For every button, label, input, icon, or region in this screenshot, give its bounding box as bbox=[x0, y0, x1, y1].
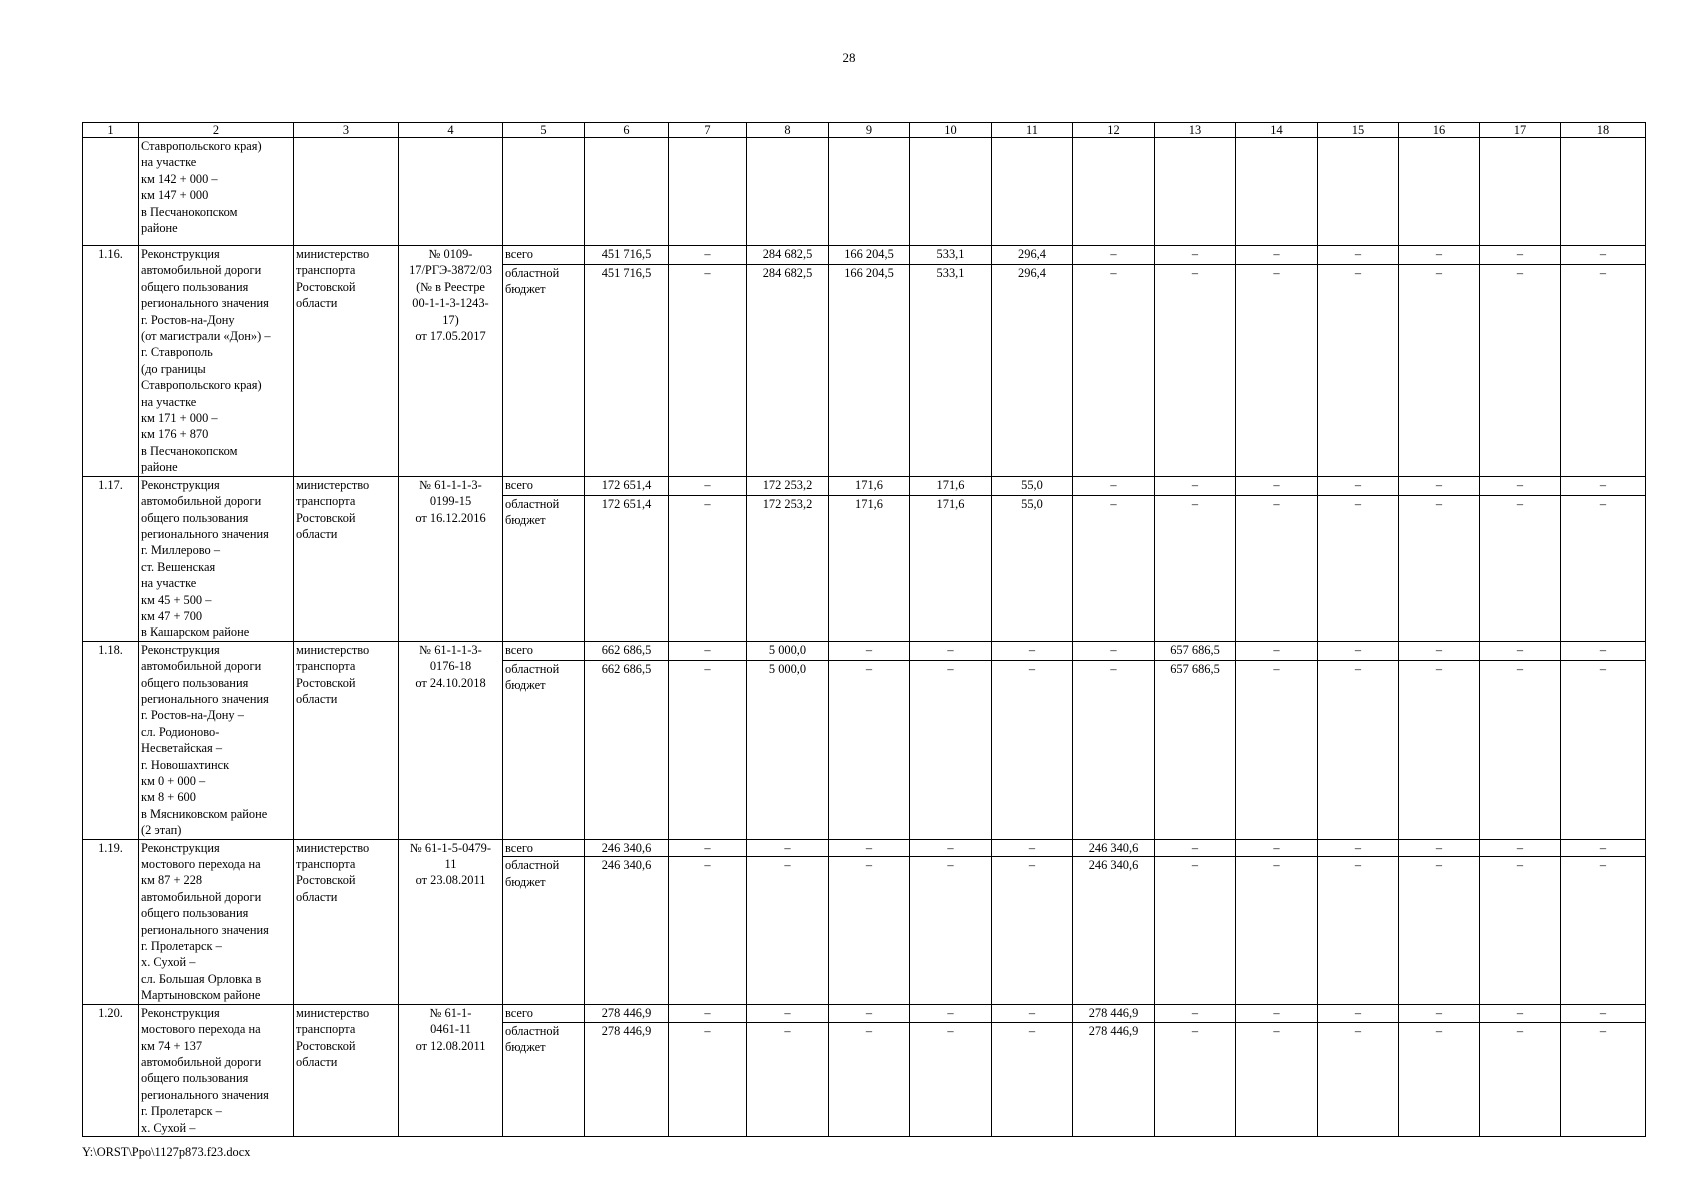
empty-cell bbox=[1399, 138, 1480, 246]
value-cell: 296,4 bbox=[992, 264, 1073, 476]
value-cell: – bbox=[1318, 839, 1399, 857]
table-row-total bbox=[83, 1004, 1646, 1022]
column-number-row bbox=[83, 123, 1646, 138]
value-cell: – bbox=[669, 857, 747, 1004]
column-number-cell: 17 bbox=[1480, 123, 1561, 138]
value-cell: – bbox=[1155, 1022, 1236, 1136]
empty-cell bbox=[1561, 138, 1646, 246]
empty-cell bbox=[910, 138, 992, 246]
value-cell: – bbox=[1399, 476, 1480, 495]
empty-cell bbox=[829, 138, 910, 246]
empty-cell bbox=[992, 138, 1073, 246]
table-row-total bbox=[83, 641, 1646, 660]
value-cell: – bbox=[1480, 476, 1561, 495]
value-cell: 172 651,4 bbox=[585, 476, 669, 495]
object-name-cell: Реконструкция автомобильной дороги общего пользования регионального значения г. Миллерово – ст. Вешенская на участке км 45 + 500 – км 47 + 700 в Кашарском районе bbox=[139, 476, 294, 641]
empty-cell bbox=[503, 138, 585, 246]
document-cell: № 61-1-5-0479- 11 от 23.08.2011 bbox=[399, 839, 503, 1004]
value-cell: – bbox=[1561, 495, 1646, 641]
value-cell: – bbox=[747, 1004, 829, 1022]
object-name-cell: Реконструкция автомобильной дороги общего пользования регионального значения г. Ростов-на-Дону (от магистрали «Дон») – г. Ставрополь (до границы Ставропольского края) на участке км 171 + 000 – км 176 + 870 в Песчанокопском районе bbox=[139, 246, 294, 477]
object-name-cell: Ставропольского края) на участке км 142 + 000 – км 147 + 000 в Песчанокопском районе bbox=[139, 138, 294, 246]
value-cell: – bbox=[1399, 246, 1480, 265]
value-cell: 246 340,6 bbox=[1073, 839, 1155, 857]
value-cell: – bbox=[747, 857, 829, 1004]
funding-source-cell: областной бюджет bbox=[503, 1022, 585, 1136]
value-cell: 171,6 bbox=[910, 476, 992, 495]
value-cell: 662 686,5 bbox=[585, 660, 669, 839]
customer-cell: министерство транспорта Ростовской области bbox=[294, 641, 399, 839]
value-cell: – bbox=[1236, 660, 1318, 839]
value-cell: – bbox=[1399, 641, 1480, 660]
value-cell: – bbox=[1399, 1004, 1480, 1022]
value-cell: – bbox=[910, 857, 992, 1004]
value-cell: – bbox=[1480, 839, 1561, 857]
funding-source-cell: областной бюджет bbox=[503, 857, 585, 1004]
empty-cell bbox=[83, 138, 139, 246]
value-cell: – bbox=[1480, 641, 1561, 660]
value-cell: 284 682,5 bbox=[747, 264, 829, 476]
value-cell: – bbox=[1236, 246, 1318, 265]
column-number-cell: 10 bbox=[910, 123, 992, 138]
value-cell: – bbox=[1073, 495, 1155, 641]
value-cell: 172 253,2 bbox=[747, 476, 829, 495]
column-number-cell: 13 bbox=[1155, 123, 1236, 138]
empty-cell bbox=[1155, 138, 1236, 246]
column-number-cell: 18 bbox=[1561, 123, 1646, 138]
value-cell: – bbox=[1155, 839, 1236, 857]
value-cell: – bbox=[1561, 839, 1646, 857]
value-cell: – bbox=[1561, 641, 1646, 660]
value-cell: – bbox=[1155, 264, 1236, 476]
value-cell: – bbox=[1236, 641, 1318, 660]
value-cell: 5 000,0 bbox=[747, 660, 829, 839]
document-cell: № 0109- 17/РГЭ-3872/03 (№ в Реестре 00-1-1-3-1243- 17) от 17.05.2017 bbox=[399, 246, 503, 477]
value-cell: – bbox=[1561, 476, 1646, 495]
value-cell: – bbox=[992, 857, 1073, 1004]
document-cell: № 61-1-1-3- 0176-18 от 24.10.2018 bbox=[399, 641, 503, 839]
value-cell: – bbox=[1318, 1004, 1399, 1022]
funding-source-cell: всего bbox=[503, 1004, 585, 1022]
row-number-cell: 1.16. bbox=[83, 246, 139, 477]
value-cell: – bbox=[829, 1022, 910, 1136]
funding-source-cell: всего bbox=[503, 476, 585, 495]
value-cell: – bbox=[1236, 1022, 1318, 1136]
value-cell: – bbox=[1318, 476, 1399, 495]
empty-cell bbox=[1318, 138, 1399, 246]
value-cell: – bbox=[1073, 476, 1155, 495]
program-table bbox=[82, 122, 1646, 1137]
value-cell: 657 686,5 bbox=[1155, 641, 1236, 660]
value-cell: 451 716,5 bbox=[585, 264, 669, 476]
column-number-cell: 9 bbox=[829, 123, 910, 138]
value-cell: – bbox=[1480, 1022, 1561, 1136]
value-cell: – bbox=[1399, 660, 1480, 839]
column-number-cell: 8 bbox=[747, 123, 829, 138]
value-cell: 172 651,4 bbox=[585, 495, 669, 641]
value-cell: – bbox=[669, 660, 747, 839]
value-cell: – bbox=[1318, 264, 1399, 476]
value-cell: – bbox=[910, 1004, 992, 1022]
value-cell: 278 446,9 bbox=[1073, 1022, 1155, 1136]
empty-cell bbox=[585, 138, 669, 246]
value-cell: – bbox=[1155, 476, 1236, 495]
funding-source-cell: всего bbox=[503, 839, 585, 857]
value-cell: – bbox=[1561, 660, 1646, 839]
value-cell: – bbox=[1399, 1022, 1480, 1136]
value-cell: 278 446,9 bbox=[1073, 1004, 1155, 1022]
document-cell: № 61-1-1-3- 0199-15 от 16.12.2016 bbox=[399, 476, 503, 641]
value-cell: – bbox=[1480, 857, 1561, 1004]
funding-source-cell: всего bbox=[503, 246, 585, 265]
value-cell: – bbox=[1399, 857, 1480, 1004]
customer-cell: министерство транспорта Ростовской области bbox=[294, 246, 399, 477]
value-cell: – bbox=[1399, 495, 1480, 641]
table-row-total bbox=[83, 246, 1646, 265]
value-cell: – bbox=[669, 839, 747, 857]
value-cell: 5 000,0 bbox=[747, 641, 829, 660]
value-cell: – bbox=[1073, 641, 1155, 660]
object-name-cell: Реконструкция мостового перехода на км 87 + 228 автомобильной дороги общего пользования регионального значения г. Пролетарск – х. Сухой – сл. Большая Орловка в Мартыновском районе bbox=[139, 839, 294, 1004]
value-cell: 166 204,5 bbox=[829, 246, 910, 265]
value-cell: 533,1 bbox=[910, 264, 992, 476]
empty-cell bbox=[747, 138, 829, 246]
empty-cell bbox=[1236, 138, 1318, 246]
value-cell: – bbox=[1236, 839, 1318, 857]
value-cell: – bbox=[910, 660, 992, 839]
continued-row bbox=[83, 138, 1646, 246]
empty-cell bbox=[1073, 138, 1155, 246]
value-cell: – bbox=[669, 476, 747, 495]
value-cell: 278 446,9 bbox=[585, 1022, 669, 1136]
value-cell: 284 682,5 bbox=[747, 246, 829, 265]
value-cell: 533,1 bbox=[910, 246, 992, 265]
value-cell: – bbox=[1561, 857, 1646, 1004]
value-cell: – bbox=[669, 264, 747, 476]
table-row-total bbox=[83, 839, 1646, 857]
value-cell: 451 716,5 bbox=[585, 246, 669, 265]
value-cell: – bbox=[910, 839, 992, 857]
value-cell: – bbox=[1399, 839, 1480, 857]
value-cell: – bbox=[669, 246, 747, 265]
customer-cell: министерство транспорта Ростовской области bbox=[294, 476, 399, 641]
value-cell: – bbox=[1236, 495, 1318, 641]
value-cell: – bbox=[1236, 476, 1318, 495]
object-name-cell: Реконструкция мостового перехода на км 74 + 137 автомобильной дороги общего пользования регионального значения г. Пролетарск – х. Сухой – bbox=[139, 1004, 294, 1136]
value-cell: – bbox=[829, 839, 910, 857]
footer-file-path: Y:\ORST\Ppo\1127p873.f23.docx bbox=[82, 1145, 251, 1159]
value-cell: – bbox=[1480, 246, 1561, 265]
value-cell: – bbox=[1480, 264, 1561, 476]
value-cell: – bbox=[1399, 264, 1480, 476]
value-cell: – bbox=[1155, 495, 1236, 641]
value-cell: – bbox=[1073, 264, 1155, 476]
row-number-cell: 1.20. bbox=[83, 1004, 139, 1136]
value-cell: 246 340,6 bbox=[585, 857, 669, 1004]
value-cell: – bbox=[1236, 1004, 1318, 1022]
value-cell: – bbox=[747, 839, 829, 857]
value-cell: – bbox=[1480, 660, 1561, 839]
funding-source-cell: областной бюджет bbox=[503, 495, 585, 641]
value-cell: – bbox=[1318, 857, 1399, 1004]
value-cell: 55,0 bbox=[992, 476, 1073, 495]
empty-cell bbox=[399, 138, 503, 246]
value-cell: 278 446,9 bbox=[585, 1004, 669, 1022]
column-number-cell: 6 bbox=[585, 123, 669, 138]
value-cell: 657 686,5 bbox=[1155, 660, 1236, 839]
value-cell: – bbox=[1318, 660, 1399, 839]
value-cell: – bbox=[1318, 641, 1399, 660]
value-cell: – bbox=[910, 1022, 992, 1136]
value-cell: 296,4 bbox=[992, 246, 1073, 265]
value-cell: – bbox=[992, 660, 1073, 839]
document-cell: № 61-1- 0461-11 от 12.08.2011 bbox=[399, 1004, 503, 1136]
value-cell: – bbox=[747, 1022, 829, 1136]
value-cell: 55,0 bbox=[992, 495, 1073, 641]
value-cell: – bbox=[669, 1022, 747, 1136]
value-cell: – bbox=[992, 1022, 1073, 1136]
object-name-cell: Реконструкция автомобильной дороги общего пользования регионального значения г. Ростов-на-Дону – сл. Родионово- Несветайская – г. Новошахтинск км 0 + 000 – км 8 + 600 в Мясниковском районе (2 этап) bbox=[139, 641, 294, 839]
column-number-cell: 11 bbox=[992, 123, 1073, 138]
column-number-cell: 5 bbox=[503, 123, 585, 138]
value-cell: – bbox=[1155, 1004, 1236, 1022]
value-cell: – bbox=[1073, 660, 1155, 839]
value-cell: – bbox=[1561, 264, 1646, 476]
value-cell: – bbox=[669, 1004, 747, 1022]
value-cell: 246 340,6 bbox=[585, 839, 669, 857]
empty-cell bbox=[294, 138, 399, 246]
value-cell: – bbox=[1318, 246, 1399, 265]
table-row-total bbox=[83, 476, 1646, 495]
row-number-cell: 1.18. bbox=[83, 641, 139, 839]
value-cell: – bbox=[1236, 857, 1318, 1004]
value-cell: – bbox=[1561, 1004, 1646, 1022]
empty-cell bbox=[669, 138, 747, 246]
value-cell: 246 340,6 bbox=[1073, 857, 1155, 1004]
customer-cell: министерство транспорта Ростовской области bbox=[294, 839, 399, 1004]
value-cell: – bbox=[1561, 1022, 1646, 1136]
value-cell: – bbox=[910, 641, 992, 660]
value-cell: – bbox=[1155, 246, 1236, 265]
column-number-cell: 15 bbox=[1318, 123, 1399, 138]
column-number-cell: 7 bbox=[669, 123, 747, 138]
value-cell: – bbox=[669, 495, 747, 641]
funding-source-cell: областной бюджет bbox=[503, 660, 585, 839]
value-cell: – bbox=[992, 641, 1073, 660]
value-cell: – bbox=[1561, 246, 1646, 265]
value-cell: 171,6 bbox=[910, 495, 992, 641]
funding-source-cell: всего bbox=[503, 641, 585, 660]
value-cell: – bbox=[829, 1004, 910, 1022]
value-cell: – bbox=[1236, 264, 1318, 476]
value-cell: 171,6 bbox=[829, 495, 910, 641]
value-cell: – bbox=[1480, 1004, 1561, 1022]
value-cell: – bbox=[829, 660, 910, 839]
column-number-cell: 16 bbox=[1399, 123, 1480, 138]
column-number-cell: 2 bbox=[139, 123, 294, 138]
value-cell: – bbox=[1480, 495, 1561, 641]
column-number-cell: 1 bbox=[83, 123, 139, 138]
value-cell: 172 253,2 bbox=[747, 495, 829, 641]
column-number-cell: 3 bbox=[294, 123, 399, 138]
column-number-cell: 14 bbox=[1236, 123, 1318, 138]
value-cell: 171,6 bbox=[829, 476, 910, 495]
row-number-cell: 1.19. bbox=[83, 839, 139, 1004]
row-number-cell: 1.17. bbox=[83, 476, 139, 641]
value-cell: – bbox=[669, 641, 747, 660]
value-cell: – bbox=[1073, 246, 1155, 265]
page-number: 28 bbox=[842, 50, 856, 65]
customer-cell: министерство транспорта Ростовской области bbox=[294, 1004, 399, 1136]
value-cell: 166 204,5 bbox=[829, 264, 910, 476]
value-cell: – bbox=[829, 857, 910, 1004]
empty-cell bbox=[1480, 138, 1561, 246]
value-cell: – bbox=[829, 641, 910, 660]
value-cell: 662 686,5 bbox=[585, 641, 669, 660]
column-number-cell: 12 bbox=[1073, 123, 1155, 138]
funding-source-cell: областной бюджет bbox=[503, 264, 585, 476]
value-cell: – bbox=[1155, 857, 1236, 1004]
value-cell: – bbox=[1318, 495, 1399, 641]
column-number-cell: 4 bbox=[399, 123, 503, 138]
value-cell: – bbox=[1318, 1022, 1399, 1136]
value-cell: – bbox=[992, 1004, 1073, 1022]
value-cell: – bbox=[992, 839, 1073, 857]
